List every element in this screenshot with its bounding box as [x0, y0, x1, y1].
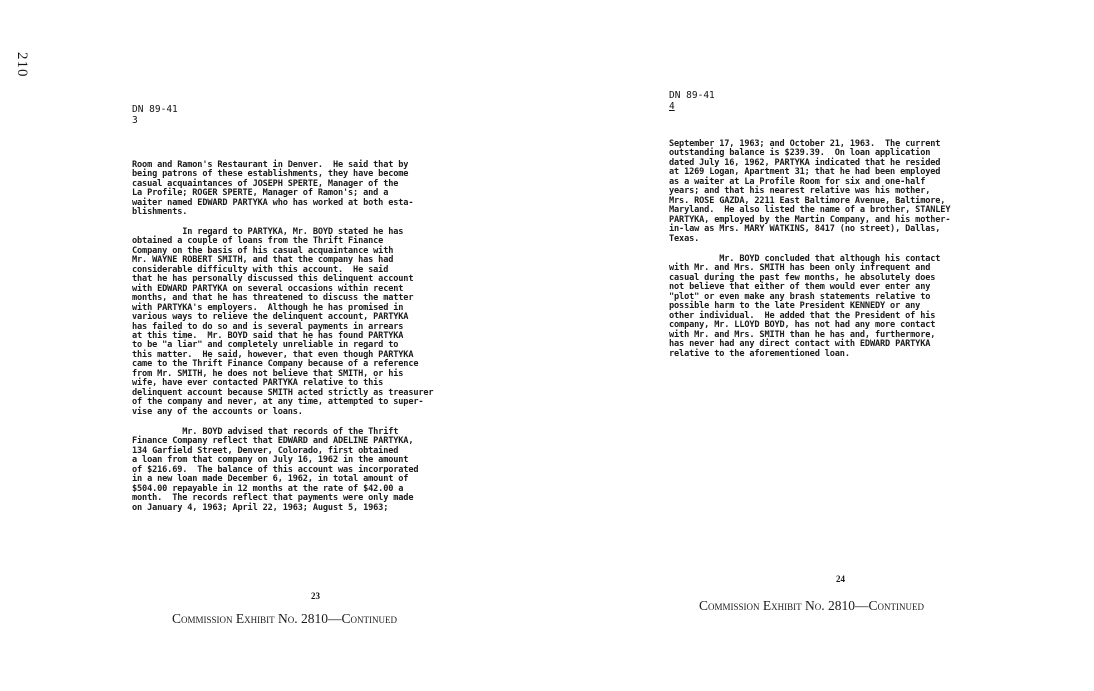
left-paragraph-3: Mr. BOYD advised that records of the Thrift Finance Company reflect that EDWARD and ADELINE PARTYKA, 134 Garfield Street, Denver, Colorado, first obtained a loan from that company on July 16, 1962 in the amount of $216.69. The balance of this account was incorporated in a new loan made December 6, 1962, in total amount of $504.00 repayable in 12 months at the rate of $42.00 a month. The records reflect that payments were only made on January 4, 1963; April 22, 1963; August 5, 1963;: [132, 427, 419, 513]
right-file-number: DN 89-41: [669, 90, 715, 101]
right-page-index: 4: [669, 101, 675, 112]
left-exhibit-caption: Commission Exhibit No. 2810—Continued: [172, 611, 397, 626]
volume-page-number: 210: [14, 52, 30, 78]
right-paragraph-2: Mr. BOYD concluded that although his contact with Mr. and Mrs. SMITH has been only infrequent and casual during the past few months, he absolutely does not believe that either of them would ever enter any "plot" or even make any brash statements relative to possible harm to the late President KENNEDY or any other individual. He added that the President of his company, Mr. LLOYD BOYD, has not had any more contact with Mr. and Mrs. SMITH than he has and, furthermore, has never had any direct contact with EDWARD PARTYKA relative to the aforementioned loan.: [669, 254, 941, 359]
right-exhibit-caption: Commission Exhibit No. 2810—Continued: [699, 598, 924, 613]
right-paragraph-1: September 17, 1963; and October 21, 1963. The current outstanding balance is $239.39. On loan application dated July 16, 1962, PARTYKA indicated that he resided at 1269 Logan, Apartment 31; that he had been employed as a waiter at La Profile Room for six and one-half years; and that his nearest relative was his mother, Mrs. ROSE GAZDA, 2211 East Baltimore Avenue, Baltimore, Maryland. He also listed the name of a brother, STANLEY PARTYKA, employed by the Martin Company, and his mother- in-law as Mrs. MARY WATKINS, 8417 (no street), Dallas, Texas.: [669, 139, 951, 244]
left-page-number: 23: [311, 591, 320, 601]
right-page-number: 24: [836, 574, 845, 584]
left-file-number: DN 89-41: [132, 104, 178, 115]
left-paragraph-2: In regard to PARTYKA, Mr. BOYD stated he has obtained a couple of loans from the Thrift Finance Company on the basis of his casual acquaintance with Mr. WAYNE ROBERT SMITH, and that the company has had considerable difficulty with this account. He said that he has personally discussed this delinquent account with EDWARD PARTYKA on several occasions within recent months, and that he has threatened to discuss the matter with PARTYKA's employers. Although he has promised in various ways to relieve the delinquent account, PARTYKA has failed to do so and is several payments in arrears at this time. Mr. BOYD said that he has found PARTYKA to be "a liar" and completely unreliable in regard to this matter. He said, however, that even though PARTYKA came to the Thrift Finance Company because of a reference from Mr. SMITH, he does not believe that SMITH, or his wife, have ever contacted PARTYKA relative to this delinquent account because SMITH acted strictly as treasurer of the company and never, at any time, attempted to super- vise any of the accounts or loans.: [132, 227, 434, 417]
left-page-index: 3: [132, 115, 138, 126]
left-paragraph-1: Room and Ramon's Restaurant in Denver. He said that by being patrons of these establishments, they have become casual acquaintances of JOSEPH SPERTE, Manager of the La Profile; ROGER SPERTE, Manager of Ramon's; and a waiter named EDWARD PARTYKA who has worked at both esta- blishments.: [132, 160, 414, 218]
